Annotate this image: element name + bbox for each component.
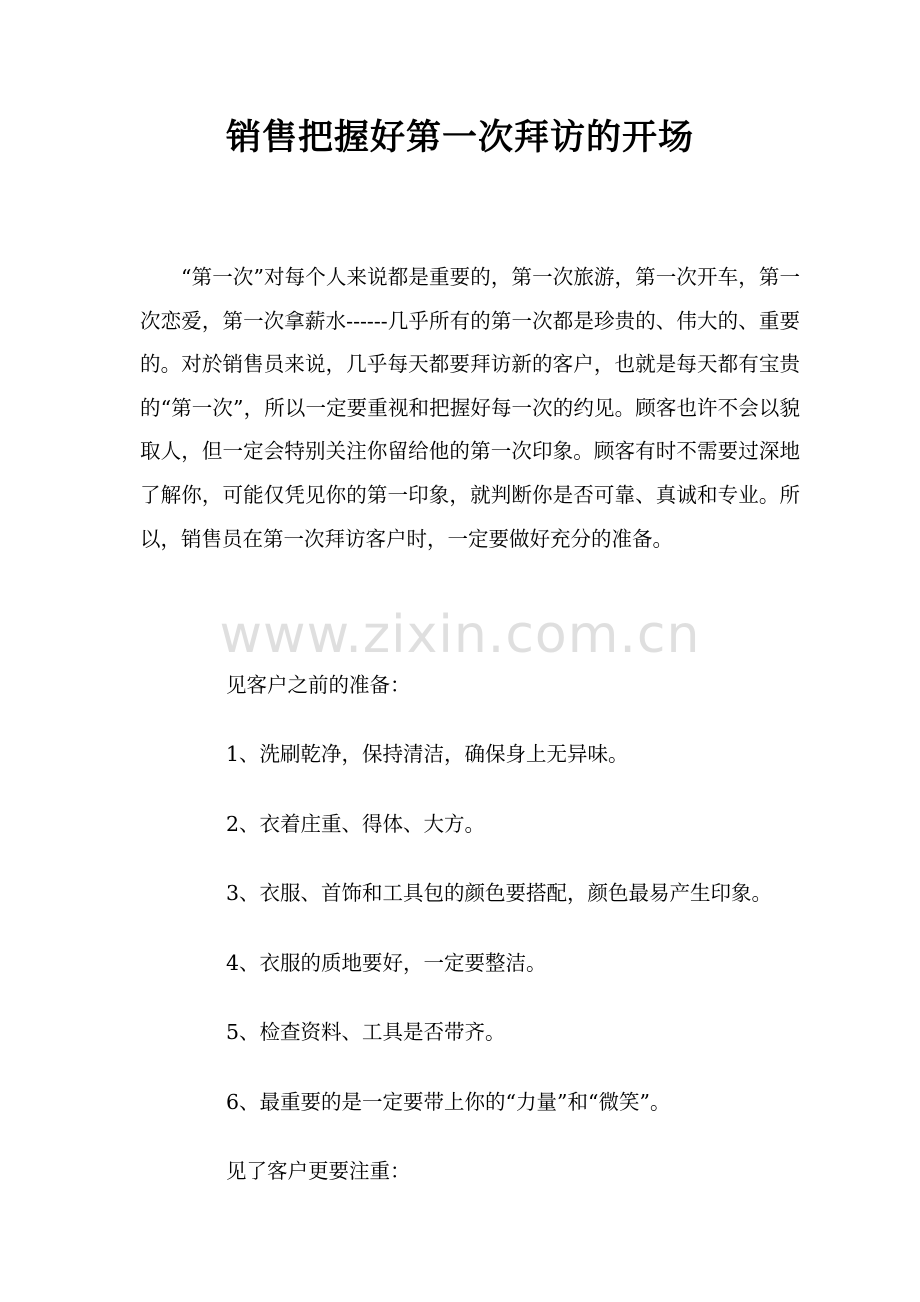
section-heading-meeting-client: 见了客户更要注重： <box>226 1159 411 1183</box>
section-heading-before-visit: 见客户之前的准备： <box>226 673 411 697</box>
watermark: www.zixin.com.cn <box>219 605 701 665</box>
list-item: 3、衣服、首饰和工具包的颜色要搭配，颜色最易产生印象。 <box>226 881 773 905</box>
list-item: 2、衣着庄重、得体、大方。 <box>226 812 486 836</box>
intro-paragraph: “第一次”对每个人来说都是重要的，第一次旅游，第一次开车，第一次恋爱，第一次拿薪水------几乎所有的第一次都是珍贵的、伟大的、重要的。对於销售员来说，几乎每天都要拜访新的客户，也就是每天都有宝贵的“第一次”，所以一定要重视和把握好每一次的约见。顾客也许不会以貌取人，但一定会特别关注你留给他的第一次印象。顾客有时不需要过深地了解你，可能仅凭见你的第一印象，就判断你是否可靠、真诚和专业。所以，销售员在第一次拜访客户时，一定要做好充分的准备。 <box>140 265 800 551</box>
list-item: 5、检查资料、工具是否带齐。 <box>226 1020 506 1044</box>
document-title: 销售把握好第一次拜访的开场 <box>225 117 694 158</box>
list-item: 4、衣服的质地要好，一定要整洁。 <box>226 951 547 975</box>
list-item: 6、最重要的是一定要带上你的“力量”和“微笑”。 <box>226 1090 671 1114</box>
list-item: 1、洗刷乾净，保持清洁，确保身上无异味。 <box>226 742 629 766</box>
